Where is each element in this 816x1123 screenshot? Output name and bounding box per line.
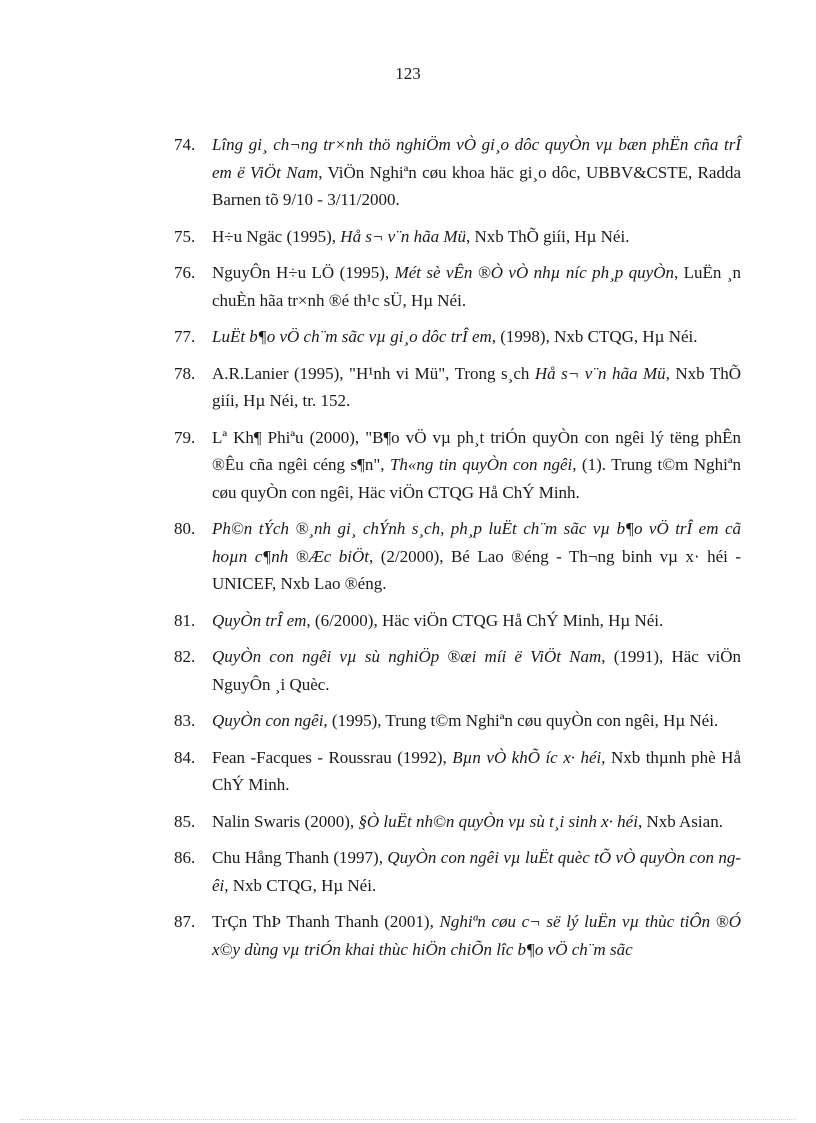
reference-text: Nalin Swaris (2000), [212, 811, 359, 831]
reference-title: Nghiªn cøu c¬ së lý luËn vµ thùc tiÔn ®Ó x©y dùng vµ triÓn khai thùc hiÖn chiÕn lîc b¶o vÖ ch¨m sãc [212, 912, 741, 959]
reference-title: LuËt b¶o vÖ ch¨m sãc vµ gi¸o dôc trÎ em [212, 327, 492, 346]
reference-item [135, 844, 741, 899]
reference-text: TrÇn ThÞ Thanh Thanh (2001), [212, 912, 440, 931]
reference-item [135, 643, 741, 698]
reference-text: , (6/2000), Häc viÖn CTQG Hå ChÝ Minh, Hµ Néi. [306, 610, 664, 630]
reference-number: 81. [174, 610, 196, 630]
reference-text: , Nxb Asian. [637, 811, 723, 831]
reference-text: , ViÖn Nghiªn cøu khoa häc gi¸o dôc, UBBV&CSTE, Radda Barnen tõ 9/10 - 3/11/2000. [212, 162, 741, 209]
reference-item [135, 424, 741, 507]
reference-number: 83. [174, 711, 196, 730]
reference-text: Lª Kh¶ Phiªu (2000), "B¶o vÖ vµ ph¸t triÓn quyÒn con ngêi lý tëng phÊn ®Êu cña ngêi céng s¶n", [212, 427, 741, 474]
reference-item [135, 223, 741, 251]
reference-item [135, 808, 741, 836]
reference-number: 84. [174, 747, 196, 767]
reference-number: 75. [174, 226, 196, 246]
reference-number: 85. [174, 811, 196, 831]
reference-title: Hå s¬ v¨n hãa Mü [534, 363, 666, 383]
reference-title: Ph©n tÝch ®¸nh gi¸ chÝnh s¸ch, ph¸p luËt ch¨m sãc vµ b¶o vÖ trÎ em cã hoµn c¶nh ®Æc biÖt [212, 519, 741, 566]
reference-title: QuyÒn con ngêi vµ sù nghiÖp ®æi míi ë ViÖt Nam [212, 647, 602, 666]
reference-text: , Nxb CTQG, Hµ Néi. [224, 875, 377, 895]
reference-title: QuyÒn con ngêi vµ luËt quèc tÕ vÒ quyÒn con ngêi [212, 848, 741, 895]
reference-title: Th«ng tin quyÒn con ngêi [389, 455, 573, 474]
reference-title: Bµn vÒ khÕ íc x· héi [452, 747, 602, 767]
reference-text: , Nxb thµnh phè Hå ChÝ Minh. [212, 747, 741, 794]
reference-item [135, 131, 741, 214]
reference-text: H÷u Ngäc (1995), [212, 226, 341, 246]
reference-item [135, 607, 741, 635]
reference-item [135, 707, 741, 735]
reference-item [135, 323, 741, 351]
reference-text: , (1995), Trung t©m Nghiªn cøu quyÒn con ngêi, Hµ Néi. [323, 711, 719, 730]
reference-number: 78. [174, 363, 196, 383]
reference-text: NguyÔn H÷u LÖ (1995), [212, 263, 395, 282]
reference-number: 86. [174, 848, 196, 867]
reference-item [135, 360, 741, 415]
reference-number: 82. [174, 647, 196, 666]
reference-title: Mét sè vÊn ®Ò vÒ nhµ níc ph¸p quyÒn [394, 263, 674, 282]
reference-number: 87. [174, 912, 196, 931]
page-bottom-dotted-line [20, 1119, 796, 1120]
reference-title: QuyÒn trÎ em [212, 610, 307, 630]
page-number: 123 [395, 64, 421, 83]
reference-number: 76. [174, 263, 196, 282]
reference-text: , (1991), Häc viÖn NguyÔn ¸i Quèc. [212, 647, 741, 694]
reference-text: , Nxb ThÕ giíi, Hµ Néi, tr. 152. [212, 363, 742, 410]
reference-text: , LuËn ¸n chuÈn hãa tr×nh ®é th¹c sÜ, Hµ Néi. [212, 263, 741, 310]
reference-number: 77. [174, 327, 196, 346]
reference-item [135, 259, 741, 314]
reference-text: Fean -Facques - Roussrau (1992), [212, 747, 453, 767]
reference-title: Lîng gi¸ ch¬ng tr×nh thö nghiÖm vÒ gi¸o dôc quyÒn vµ bæn phËn cña trÎ em ë ViÖt Nam [212, 135, 741, 182]
reference-item [135, 744, 741, 799]
reference-item [135, 515, 741, 598]
reference-text: Chu Hång Thanh (1997), [212, 848, 388, 867]
reference-title: Hå s¬ v¨n hãa Mü [340, 226, 467, 246]
reference-text: , (1). Trung t©m Nghiªn cøu quyÒn con ngêi, Häc viÖn CTQG Hå ChÝ Minh. [212, 455, 742, 502]
reference-list [135, 131, 741, 972]
reference-number: 79. [174, 427, 196, 447]
reference-number: 74. [174, 135, 196, 154]
reference-text: A.R.Lanier (1995), "H¹nh vi Mü", Trong s¸ch [212, 363, 535, 383]
reference-title: §Ò luËt nh©n quyÒn vµ sù t¸i sinh x· héi [358, 811, 638, 831]
reference-item [135, 908, 741, 963]
reference-text: , (1998), Nxb CTQG, Hµ Néi. [491, 327, 698, 346]
reference-title: QuyÒn con ngêi [212, 711, 324, 730]
reference-text: , (2/2000), Bé Lao ®éng - Th¬ng binh vµ x· héi - UNICEF, Nxb Lao ®éng. [212, 546, 741, 593]
reference-text: , Nxb ThÕ giíi, Hµ Néi. [466, 226, 630, 246]
reference-number: 80. [174, 519, 196, 538]
